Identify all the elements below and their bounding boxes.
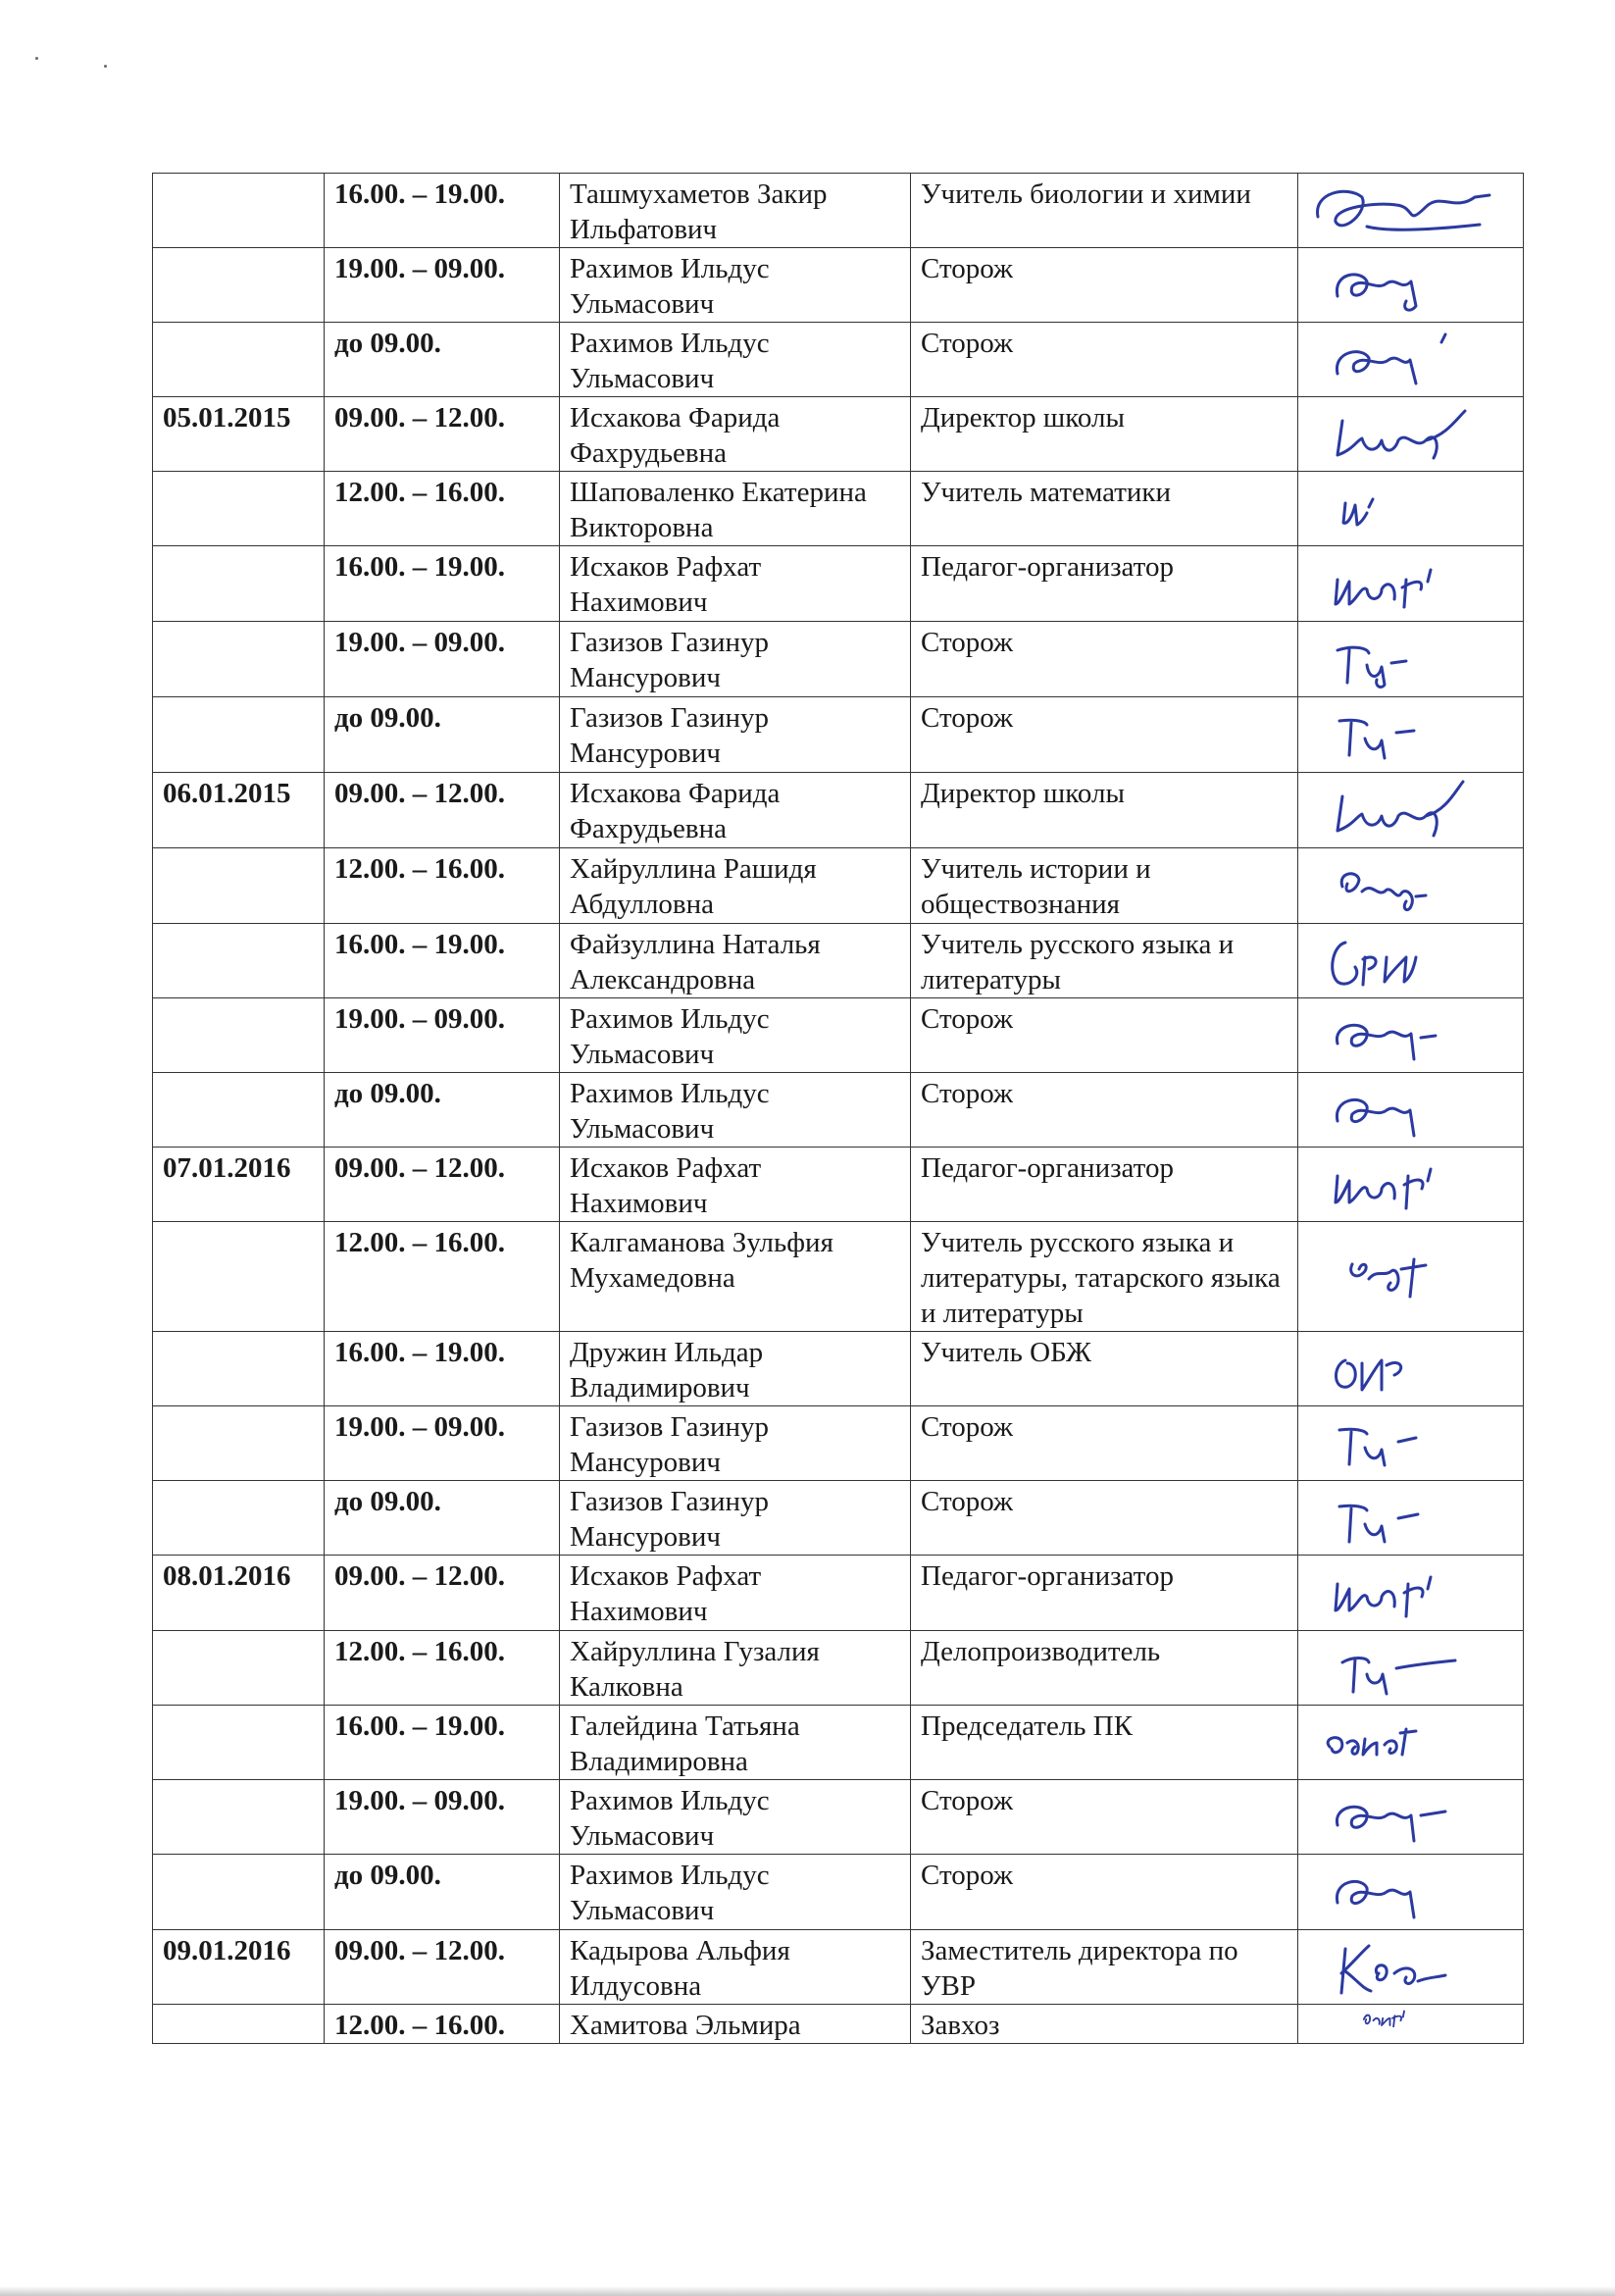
position-cell: Сторож [911,1481,1298,1556]
time-cell: 09.00. – 12.00. [325,1930,560,2005]
table-row [153,1406,1524,1481]
employee-name: Дружин Ильдар Владимирович [560,1332,911,1406]
handwritten-signature [1308,1410,1494,1475]
position-cell: Делопроизводитель [911,1631,1298,1706]
handwritten-signature [1308,777,1494,842]
time-cell: 09.00. – 12.00. [325,1556,560,1631]
time-cell: 09.00. – 12.00. [325,397,560,472]
signature-cell [1298,248,1524,323]
employee-name: Галейдина Татьяна Владимировна [560,1706,911,1780]
position-cell: Завхоз [911,2005,1298,2044]
employee-name: Рахимов Ильдус Ульмасович [560,1780,911,1855]
handwritten-signature [1308,550,1494,615]
scan-edge-shadow [0,2286,1615,2296]
time-cell: 19.00. – 09.00. [325,622,560,697]
signature-cell [1298,1406,1524,1481]
position-cell: Директор школы [911,773,1298,848]
table-row [153,697,1524,773]
position-cell: Учитель ОБЖ [911,1332,1298,1406]
date-cell [153,1406,325,1481]
date-cell [153,1332,325,1406]
signature-cell [1298,1481,1524,1556]
table-row [153,1481,1524,1556]
table-row [153,1780,1524,1855]
employee-name: Исхакова Фарида Фахрудьевна [560,397,911,472]
time-cell: до 09.00. [325,1073,560,1148]
handwritten-signature [1308,1635,1494,1700]
signature-cell [1298,998,1524,1073]
time-cell: 16.00. – 19.00. [325,924,560,998]
employee-name: Рахимов Ильдус Ульмасович [560,1855,911,1930]
table-row [153,1855,1524,1930]
handwritten-signature [1308,178,1494,242]
employee-name: Хайруллина Гузалия Калковна [560,1631,911,1706]
date-cell [153,848,325,924]
signature-cell [1298,848,1524,924]
handwritten-signature [1308,476,1494,540]
position-cell: Сторож [911,248,1298,323]
time-cell: до 09.00. [325,697,560,773]
time-cell: 16.00. – 19.00. [325,546,560,622]
table-row [153,622,1524,697]
time-cell: до 09.00. [325,1855,560,1930]
employee-name: Рахимов Ильдус Ульмасович [560,1073,911,1148]
table-row [153,1930,1524,2005]
signature-cell [1298,1556,1524,1631]
employee-name: Исхаков Рафхат Нахимович [560,1148,911,1222]
signature-cell [1298,323,1524,397]
handwritten-signature [1308,1336,1494,1401]
time-cell: 16.00. – 19.00. [325,1706,560,1780]
position-cell: Учитель биологии и химии [911,174,1298,248]
signature-cell [1298,1780,1524,1855]
signature-cell [1298,773,1524,848]
table-row [153,2005,1524,2044]
employee-name: Газизов Газинур Мансурович [560,1481,911,1556]
signature-cell [1298,472,1524,546]
time-cell: 19.00. – 09.00. [325,1406,560,1481]
employee-name: Калгаманова Зульфия Мухамедовна [560,1222,911,1332]
date-cell: 08.01.2016 [153,1556,325,1631]
handwritten-signature [1308,401,1494,466]
table-row [153,924,1524,998]
date-cell [153,1631,325,1706]
time-cell: 09.00. – 12.00. [325,773,560,848]
duty-schedule-table [152,173,1524,2044]
handwritten-signature [1308,626,1494,690]
signature-cell [1298,1631,1524,1706]
employee-name: Рахимов Ильдус Ульмасович [560,323,911,397]
table-row [153,397,1524,472]
time-cell: 12.00. – 16.00. [325,2005,560,2044]
position-cell: Педагог-организатор [911,546,1298,622]
employee-name: Ташмухаметов Закир Ильфатович [560,174,911,248]
signature-cell [1298,546,1524,622]
date-cell [153,697,325,773]
date-cell [153,924,325,998]
position-cell: Учитель истории и обществознания [911,848,1298,924]
position-cell: Педагог-организатор [911,1148,1298,1222]
signature-cell [1298,2005,1524,2044]
date-cell [153,1222,325,1332]
date-cell [153,1073,325,1148]
time-cell: 19.00. – 09.00. [325,998,560,1073]
handwritten-signature [1308,852,1494,917]
table-row [153,546,1524,622]
handwritten-signature [1308,701,1494,766]
time-cell: до 09.00. [325,1481,560,1556]
time-cell: до 09.00. [325,323,560,397]
date-cell [153,2005,325,2044]
table-row [153,1222,1524,1332]
table-row [153,848,1524,924]
date-cell [153,1855,325,1930]
employee-name: Газизов Газинур Мансурович [560,1406,911,1481]
employee-name: Рахимов Ильдус Ульмасович [560,998,911,1073]
signature-cell [1298,924,1524,998]
signature-cell [1298,1855,1524,1930]
date-cell: 06.01.2015 [153,773,325,848]
time-cell: 16.00. – 19.00. [325,174,560,248]
date-cell [153,1706,325,1780]
table-row [153,1073,1524,1148]
employee-name: Хамитова Эльмира [560,2005,911,2044]
position-cell: Сторож [911,323,1298,397]
time-cell: 19.00. – 09.00. [325,1780,560,1855]
handwritten-signature [1308,1240,1494,1304]
date-cell [153,546,325,622]
employee-name: Исхаков Рафхат Нахимович [560,1556,911,1631]
handwritten-signature [1308,252,1494,317]
signature-cell [1298,397,1524,472]
employee-name: Исхаков Рафхат Нахимович [560,546,911,622]
handwritten-signature [1308,928,1494,993]
date-cell [153,472,325,546]
handwritten-signature [1308,327,1494,391]
time-cell: 16.00. – 19.00. [325,1332,560,1406]
handwritten-signature [1308,1934,1494,1999]
employee-name: Шаповаленко Екатерина Викторовна [560,472,911,546]
handwritten-signature [1308,1151,1494,1216]
handwritten-signature [1308,2003,1494,2042]
handwritten-signature [1308,1485,1494,1550]
table-row [153,998,1524,1073]
signature-cell [1298,1706,1524,1780]
position-cell: Сторож [911,697,1298,773]
time-cell: 12.00. – 16.00. [325,848,560,924]
employee-name: Хайруллина Рашидя Абдулловна [560,848,911,924]
date-cell: 05.01.2015 [153,397,325,472]
date-cell [153,998,325,1073]
handwritten-signature [1308,1709,1494,1774]
time-cell: 12.00. – 16.00. [325,1631,560,1706]
table-row [153,174,1524,248]
date-cell [153,622,325,697]
date-cell [153,1481,325,1556]
position-cell: Заместитель директора по УВР [911,1930,1298,2005]
position-cell: Сторож [911,622,1298,697]
position-cell: Сторож [911,1073,1298,1148]
scan-speck [35,57,38,60]
date-cell: 09.01.2016 [153,1930,325,2005]
position-cell: Сторож [911,998,1298,1073]
handwritten-signature [1308,1077,1494,1142]
table-row [153,773,1524,848]
table-row [153,323,1524,397]
position-cell: Учитель математики [911,472,1298,546]
table-row [153,1631,1524,1706]
signature-cell [1298,174,1524,248]
time-cell: 19.00. – 09.00. [325,248,560,323]
table-row [153,1332,1524,1406]
position-cell: Председатель ПК [911,1706,1298,1780]
position-cell: Сторож [911,1780,1298,1855]
handwritten-signature [1308,1784,1494,1849]
date-cell [153,323,325,397]
signature-cell [1298,1073,1524,1148]
time-cell: 12.00. – 16.00. [325,1222,560,1332]
position-cell: Директор школы [911,397,1298,472]
table-row [153,248,1524,323]
date-cell [153,174,325,248]
date-cell [153,1780,325,1855]
signature-cell [1298,1148,1524,1222]
table-row [153,1706,1524,1780]
signature-cell [1298,1222,1524,1332]
employee-name: Исхакова Фарида Фахрудьевна [560,773,911,848]
handwritten-signature [1308,1002,1494,1067]
signature-cell [1298,1930,1524,2005]
position-cell: Сторож [911,1406,1298,1481]
handwritten-signature [1308,1559,1494,1624]
employee-name: Рахимов Ильдус Ульмасович [560,248,911,323]
handwritten-signature [1308,1859,1494,1923]
employee-name: Файзуллина Наталья Александровна [560,924,911,998]
position-cell: Сторож [911,1855,1298,1930]
employee-name: Газизов Газинур Мансурович [560,697,911,773]
date-cell: 07.01.2016 [153,1148,325,1222]
employee-name: Газизов Газинур Мансурович [560,622,911,697]
time-cell: 09.00. – 12.00. [325,1148,560,1222]
table-row [153,1148,1524,1222]
signature-cell [1298,697,1524,773]
date-cell [153,248,325,323]
scan-speck [104,65,107,68]
signature-cell [1298,1332,1524,1406]
position-cell: Педагог-организатор [911,1556,1298,1631]
table-row [153,1556,1524,1631]
position-cell: Учитель русского языка и литературы [911,924,1298,998]
time-cell: 12.00. – 16.00. [325,472,560,546]
signature-cell [1298,622,1524,697]
position-cell: Учитель русского языка и литературы, татарского языка и литературы [911,1222,1298,1332]
employee-name: Кадырова Альфия Илдусовна [560,1930,911,2005]
table-row [153,472,1524,546]
